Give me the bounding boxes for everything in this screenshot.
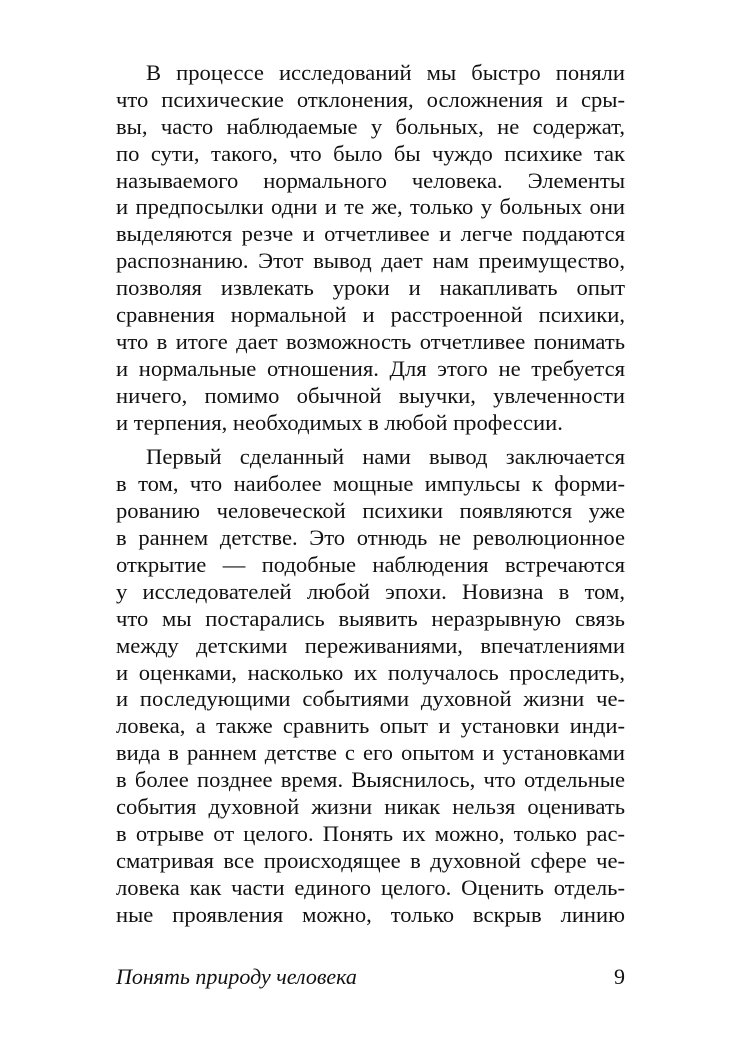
- text-line: сматривая все происходящее в духовной сфере че-: [116, 847, 625, 873]
- text-line: события духовной жизни никак нельзя оценивать: [116, 794, 625, 820]
- paragraph-1: [116, 60, 625, 436]
- paragraph-gap: [116, 436, 625, 444]
- text-line: ные проявления можно, только вскрыв линию: [116, 901, 625, 927]
- text-line: и оценками, насколько их получалось проследить,: [116, 659, 625, 685]
- text-line: в том, что наиболее мощные импульсы к форми-: [116, 471, 625, 497]
- paragraph-2: [116, 444, 625, 928]
- text-line: открытие — подобные наблюдения встречаются: [116, 552, 625, 578]
- text-line: и нормальные отношения. Для этого не требуется: [116, 355, 625, 381]
- text-line: в раннем детстве. Это отнюдь не революционное: [116, 525, 625, 551]
- text-line: и предпосылки одни и те же, только у больных они: [116, 194, 625, 220]
- text-line: Первый сделанный нами вывод заключается: [146, 444, 625, 470]
- page-number: 9: [614, 964, 625, 989]
- text-line: что в итоге дает возможность отчетливее понимать: [116, 328, 625, 354]
- text-line: распознанию. Этот вывод дает нам преимущество,: [116, 248, 625, 274]
- text-line: ловека как части единого целого. Оценить отдель-: [116, 874, 625, 900]
- text-line: вида в раннем детстве с его опытом и установками: [116, 740, 625, 766]
- text-line: позволяя извлекать уроки и накапливать опыт: [116, 275, 625, 301]
- text-line: ловека, а также сравнить опыт и установки инди-: [116, 713, 625, 739]
- text-line: выделяются резче и отчетливее и легче поддаются: [116, 221, 625, 247]
- text-line: у исследователей любой эпохи. Новизна в том,: [116, 578, 625, 604]
- running-title: Понять природу человека: [116, 964, 357, 989]
- page-footer: [116, 963, 625, 991]
- text-line: в более позднее время. Выяснилось, что отдельные: [116, 767, 625, 793]
- body-text: [116, 60, 625, 929]
- text-line: называемого нормального человека. Элементы: [116, 167, 625, 193]
- text-line: сравнения нормальной и расстроенной психики,: [116, 302, 625, 328]
- text-line: рованию человеческой психики появляются уже: [116, 498, 625, 524]
- text-line: вы, часто наблюдаемые у больных, не содержат,: [116, 113, 625, 139]
- text-line: ничего, помимо обычной выучки, увлеченности: [116, 382, 625, 408]
- text-line: и последующими событиями духовной жизни че-: [116, 686, 625, 712]
- text-line: что психические отклонения, осложнения и сры-: [116, 86, 625, 112]
- text-line: В процессе исследований мы быстро поняли: [146, 60, 625, 85]
- text-line: в отрыве от целого. Понять их можно, только рас-: [116, 820, 625, 846]
- text-line: что мы постарались выявить неразрывную связь: [116, 605, 625, 631]
- text-line: между детскими переживаниями, впечатлениями: [116, 632, 625, 658]
- text-line: по сути, такого, что было бы чуждо психике так: [116, 140, 625, 166]
- text-line: и терпения, необходимых в любой профессии.: [116, 409, 563, 435]
